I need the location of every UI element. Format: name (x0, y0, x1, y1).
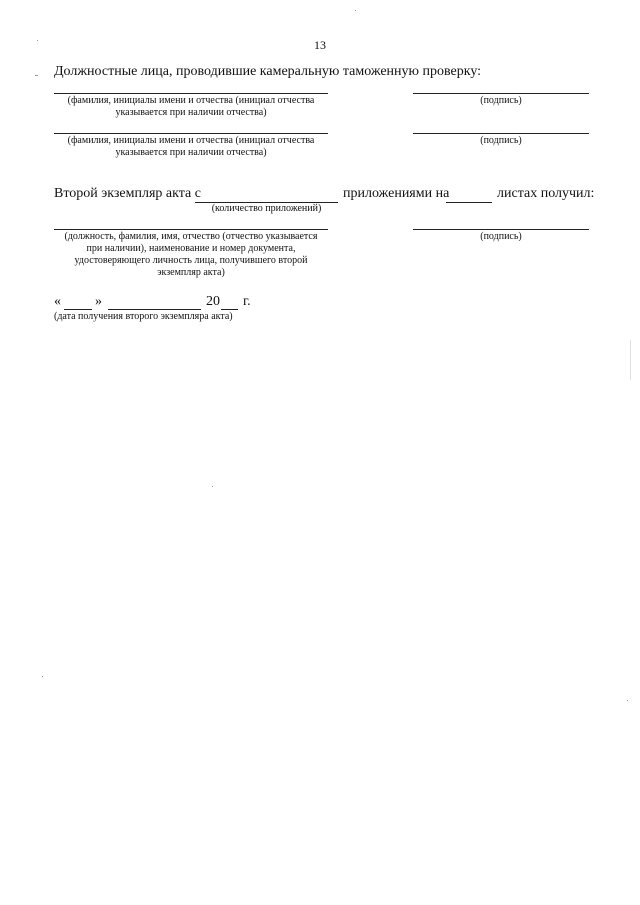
page-number: 13 (314, 38, 326, 52)
recipient-caption-line3: удостоверяющего личность лица, получившего второй (74, 255, 308, 266)
date-close-quote: » (95, 294, 102, 309)
receipt-text-part3: листах получил: (497, 186, 595, 201)
receipt-text-part2: приложениями на (343, 186, 450, 201)
official-2-name-caption-line1: (фамилия, инициалы имени и отчества (инициал отчества (67, 135, 315, 146)
scan-speck (355, 10, 356, 11)
scan-speck (42, 676, 43, 677)
date-day-line (64, 309, 92, 310)
attachments-count-caption: (количество приложений) (211, 203, 322, 214)
official-1-name-caption (54, 95, 328, 119)
scan-speck (627, 700, 628, 701)
date-year-line (221, 309, 238, 310)
date-caption: (дата получения второго экземпляра акта) (54, 311, 233, 322)
official-2-signature-caption: (подпись) (480, 135, 522, 146)
date-open-quote: « (54, 294, 61, 309)
official-1-signature-line (413, 93, 589, 94)
official-1-name-caption-line1: (фамилия, инициалы имени и отчества (инициал отчества (67, 95, 315, 106)
official-2-name-caption-line2: указывается при наличии отчества) (115, 147, 267, 158)
official-2-name-caption (54, 135, 328, 159)
officials-heading: Должностные лица, проводившие камеральную таможенную проверку: (54, 64, 482, 79)
recipient-signature-line (413, 229, 589, 230)
receipt-text-part1: Второй экземпляр акта с (54, 186, 201, 201)
scan-speck (35, 75, 38, 76)
recipient-caption-line4: экземпляр акта) (157, 267, 225, 278)
scan-speck (37, 40, 38, 41)
official-1-name-line (54, 93, 328, 94)
recipient-name-line (54, 229, 328, 230)
recipient-caption (54, 231, 328, 279)
date-month-line (108, 309, 201, 310)
recipient-caption-line2: при наличии), наименование и номер документа, (86, 243, 296, 254)
official-2-signature-line (413, 133, 589, 134)
recipient-signature-caption: (подпись) (480, 231, 522, 242)
official-2-name-line (54, 133, 328, 134)
scan-speck (212, 486, 213, 487)
official-1-signature-caption: (подпись) (480, 95, 522, 106)
recipient-caption-line1: (должность, фамилия, имя, отчество (отчество указывается (64, 231, 318, 242)
date-year-suffix: г. (243, 294, 251, 309)
scan-speck (630, 340, 631, 380)
official-1-name-caption-line2: указывается при наличии отчества) (115, 107, 267, 118)
date-year-prefix: 20 (206, 294, 220, 309)
sheets-count-line (446, 202, 492, 203)
